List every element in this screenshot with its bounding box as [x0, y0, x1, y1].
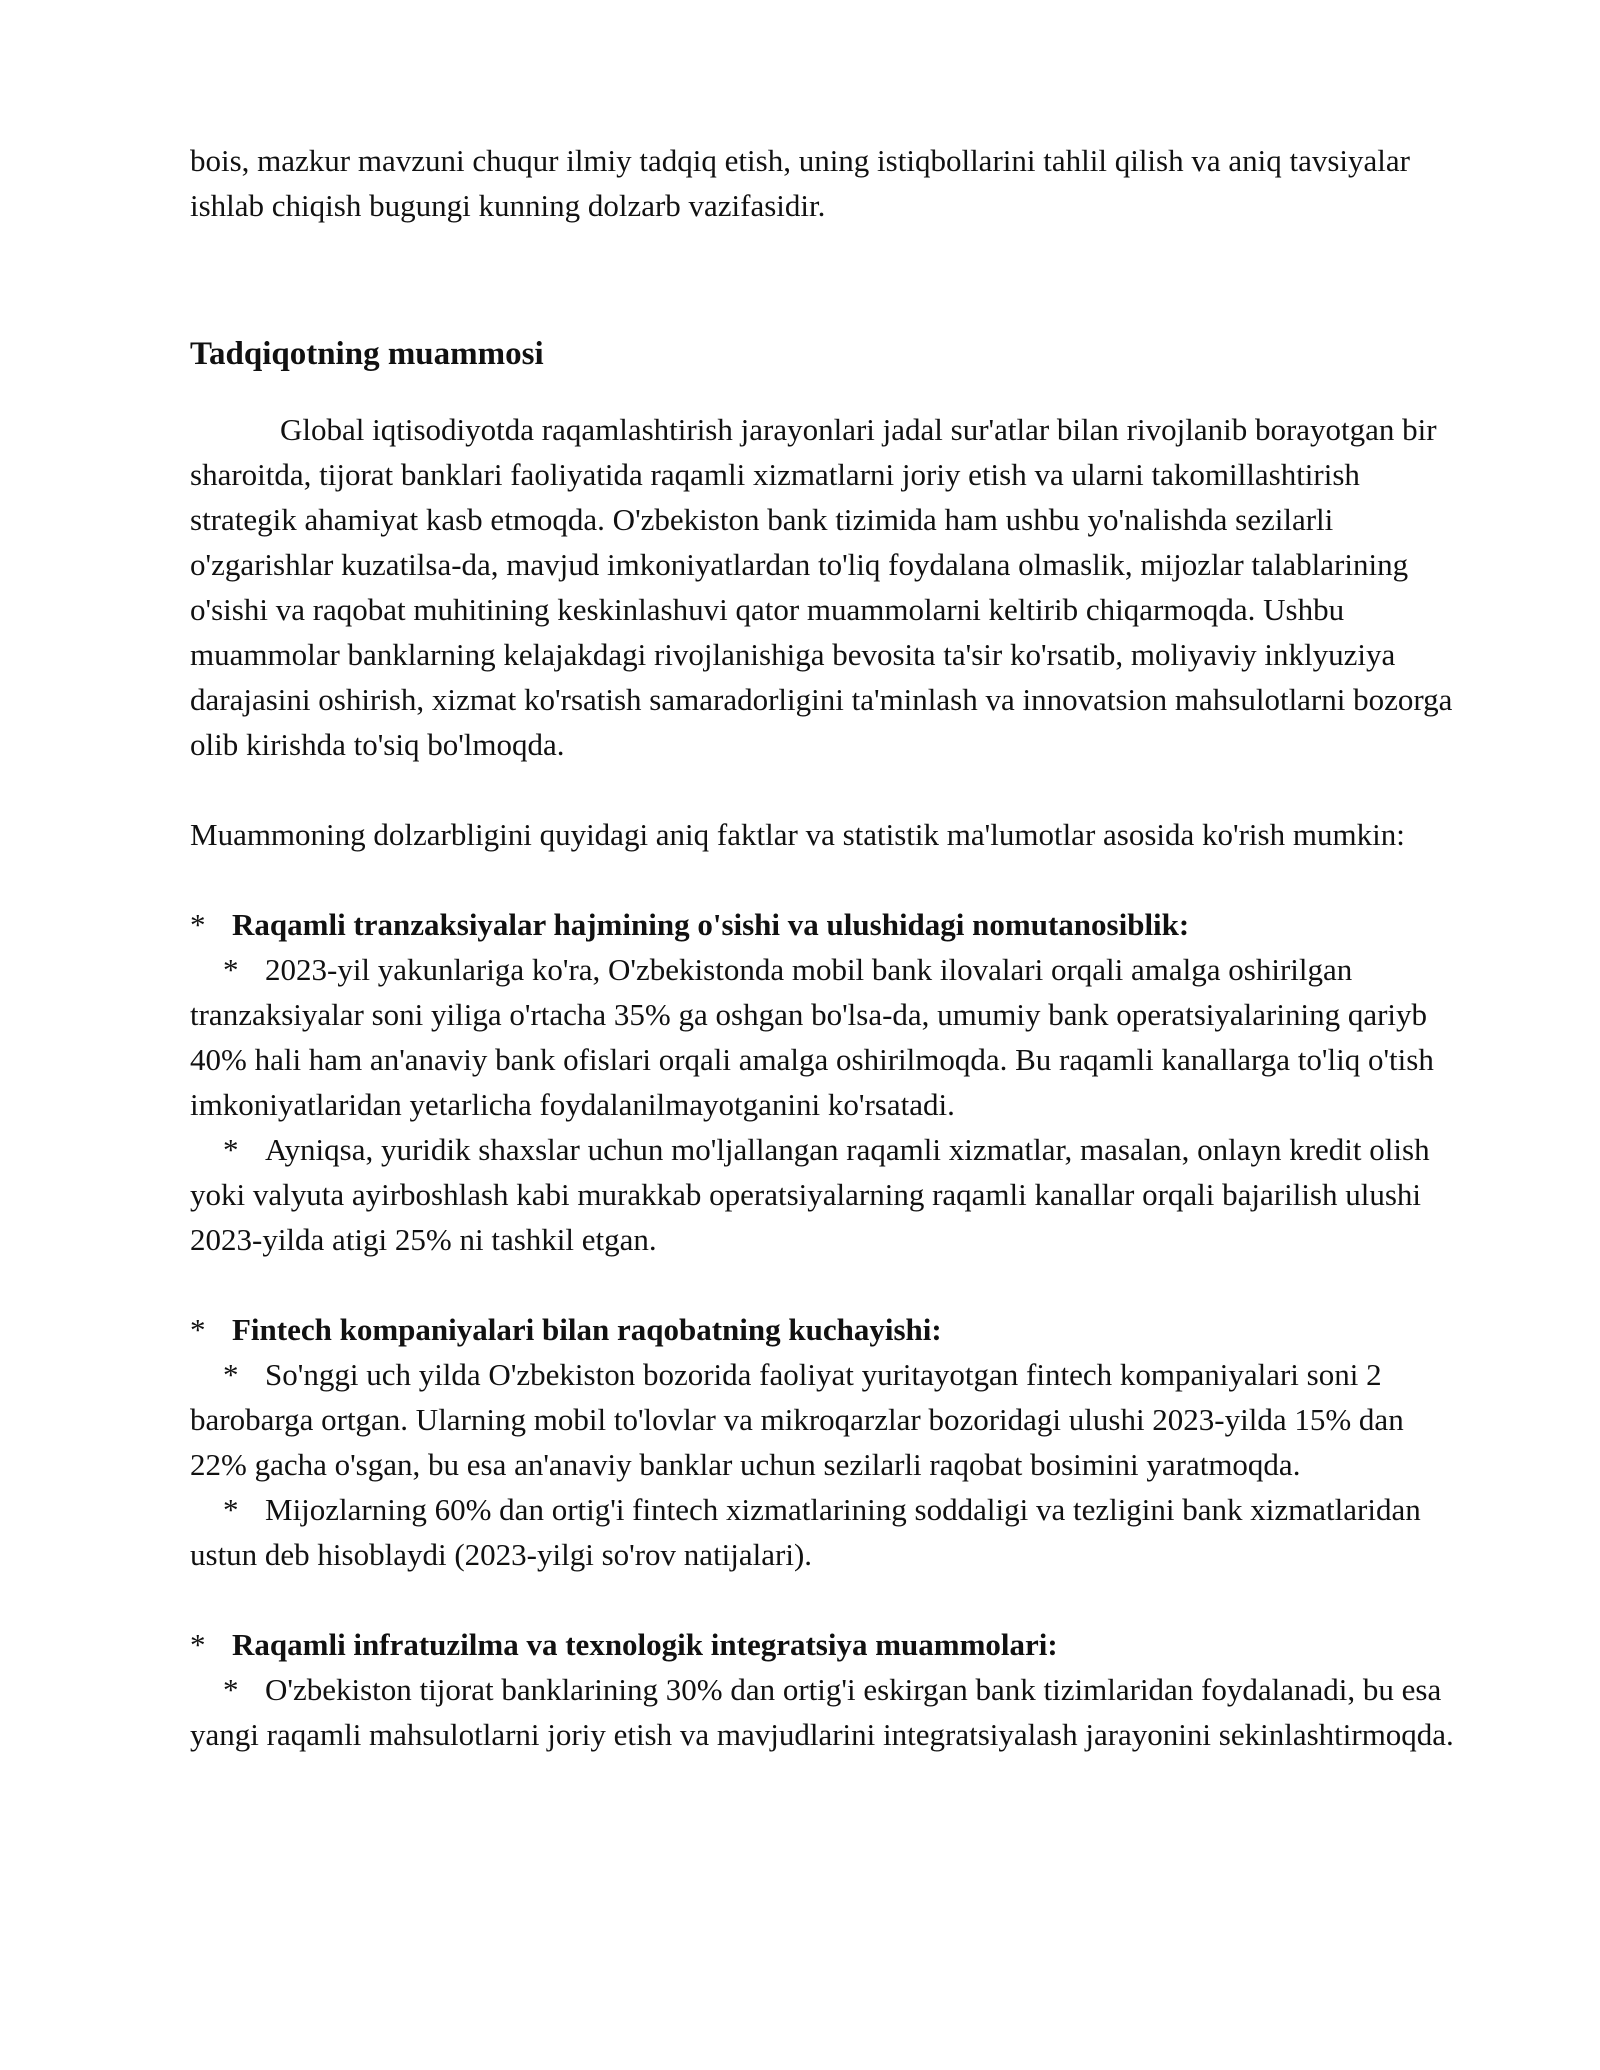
sub-bullet	[190, 947, 1465, 1127]
bullet-marker: *	[190, 1312, 206, 1347]
bullet-heading-text: Fintech kompaniyalari bilan raqobatning kuchayishi:	[232, 1312, 942, 1347]
lead-paragraph: Muammoning dolzarbligini quyidagi aniq faktlar va statistik ma'lumotlar asosida ko'rish mumkin:	[190, 817, 1405, 852]
bullet-group-2	[190, 1307, 1465, 1577]
problem-paragraph: Global iqtisodiyotda raqamlashtirish jarayonlari jadal sur'atlar bilan rivojlanib borayotgan bir sharoitda, tijorat banklari faoliyatida raqamli xizmatlarni joriy etish va ularni takomillashtirish strategik ahamiyat kasb etmoqda. O'zbekiston bank tizimida ham ushbu yo'nalishda sezilarli o'zgarishlar kuzatilsa-da, mavjud imkoniyatlardan to'liq foydalana olmaslik, mijozlar talablarining o'sishi va raqobat muhitining keskinlashuvi qator muammolarni keltirib chiqarmoqda. Ushbu muammolar banklarning kelajakdagi rivojlanishiga bevosita ta'sir ko'rsatib, moliyaviy inklyuziya darajasini oshirish, xizmat ko'rsatish samaradorligini ta'minlash va innovatsion mahsulotlarni bozorga olib kirishda to'siq bo'lmoqda.	[190, 412, 1453, 762]
sub-bullet-marker: *	[223, 1492, 239, 1527]
document-page	[190, 138, 1465, 1802]
intro-paragraph-tail: bois, mazkur mavzuni chuqur ilmiy tadqiq etish, uning istiqbollarini tahlil qilish va aniq tavsiyalar ishlab chiqish bugungi kunning dolzarb vazifasidir.	[190, 143, 1410, 223]
bullet-marker: *	[190, 1627, 206, 1662]
sub-bullet-text: Mijozlarning 60% dan ortig'i fintech xizmatlarining soddaligi va tezligini bank xizmatlaridan ustun deb hisoblaydi (2023-yilgi so'rov natijalari).	[190, 1492, 1421, 1572]
section-heading: Tadqiqotning muammosi	[190, 336, 544, 372]
bullet-group-1	[190, 902, 1465, 1262]
sub-bullet	[190, 1352, 1465, 1487]
sub-bullet-text: So'nggi uch yilda O'zbekiston bozorida faoliyat yuritayotgan fintech kompaniyalari soni 2 barobarga ortgan. Ularning mobil to'lovlar va mikroqarzlar bozoridagi ulushi 2023-yilda 15% dan 22% gacha o'sgan, bu esa an'anaviy banklar uchun sezilarli raqobat bosimini yaratmoqda.	[190, 1357, 1404, 1482]
sub-bullet-text: O'zbekiston tijorat banklarining 30% dan ortig'i eskirgan bank tizimlaridan foydalanadi, bu esa yangi raqamli mahsulotlarni joriy etish va mavjudlarini integratsiyalash jarayonini sekinlashtirmoqda.	[190, 1672, 1454, 1752]
sub-bullet	[190, 1487, 1465, 1577]
sub-bullet-marker: *	[223, 1672, 239, 1707]
bullet-heading	[190, 1307, 1465, 1352]
bullet-heading	[190, 902, 1465, 947]
bullet-heading-text: Raqamli tranzaksiyalar hajmining o'sishi va ulushidagi nomutanosiblik:	[232, 907, 1190, 942]
bullet-group-3	[190, 1622, 1465, 1757]
sub-bullet-marker: *	[223, 952, 239, 987]
sub-bullet-marker: *	[223, 1357, 239, 1392]
bullet-marker: *	[190, 907, 206, 942]
sub-bullet-text: Ayniqsa, yuridik shaxslar uchun mo'ljallangan raqamli xizmatlar, masalan, onlayn kredit olish yoki valyuta ayirboshlash kabi murakkab operatsiyalarning raqamli kanallar orqali bajarilish ulushi 2023-yilda atigi 25% ni tashkil etgan.	[190, 1132, 1430, 1257]
sub-bullet	[190, 1667, 1465, 1757]
sub-bullet-marker: *	[223, 1132, 239, 1167]
bullet-heading-text: Raqamli infratuzilma va texnologik integratsiya muammolari:	[232, 1627, 1058, 1662]
bullet-heading	[190, 1622, 1465, 1667]
sub-bullet	[190, 1127, 1465, 1262]
sub-bullet-text: 2023-yil yakunlariga ko'ra, O'zbekistonda mobil bank ilovalari orqali amalga oshirilgan tranzaksiyalar soni yiliga o'rtacha 35% ga oshgan bo'lsa-da, umumiy bank operatsiyalarining qariyb 40% hali ham an'anaviy bank ofislari orqali amalga oshirilmoqda. Bu raqamli kanallarga to'liq o'tish imkoniyatlaridan yetarlicha foydalanilmayotganini ko'rsatadi.	[190, 952, 1434, 1122]
